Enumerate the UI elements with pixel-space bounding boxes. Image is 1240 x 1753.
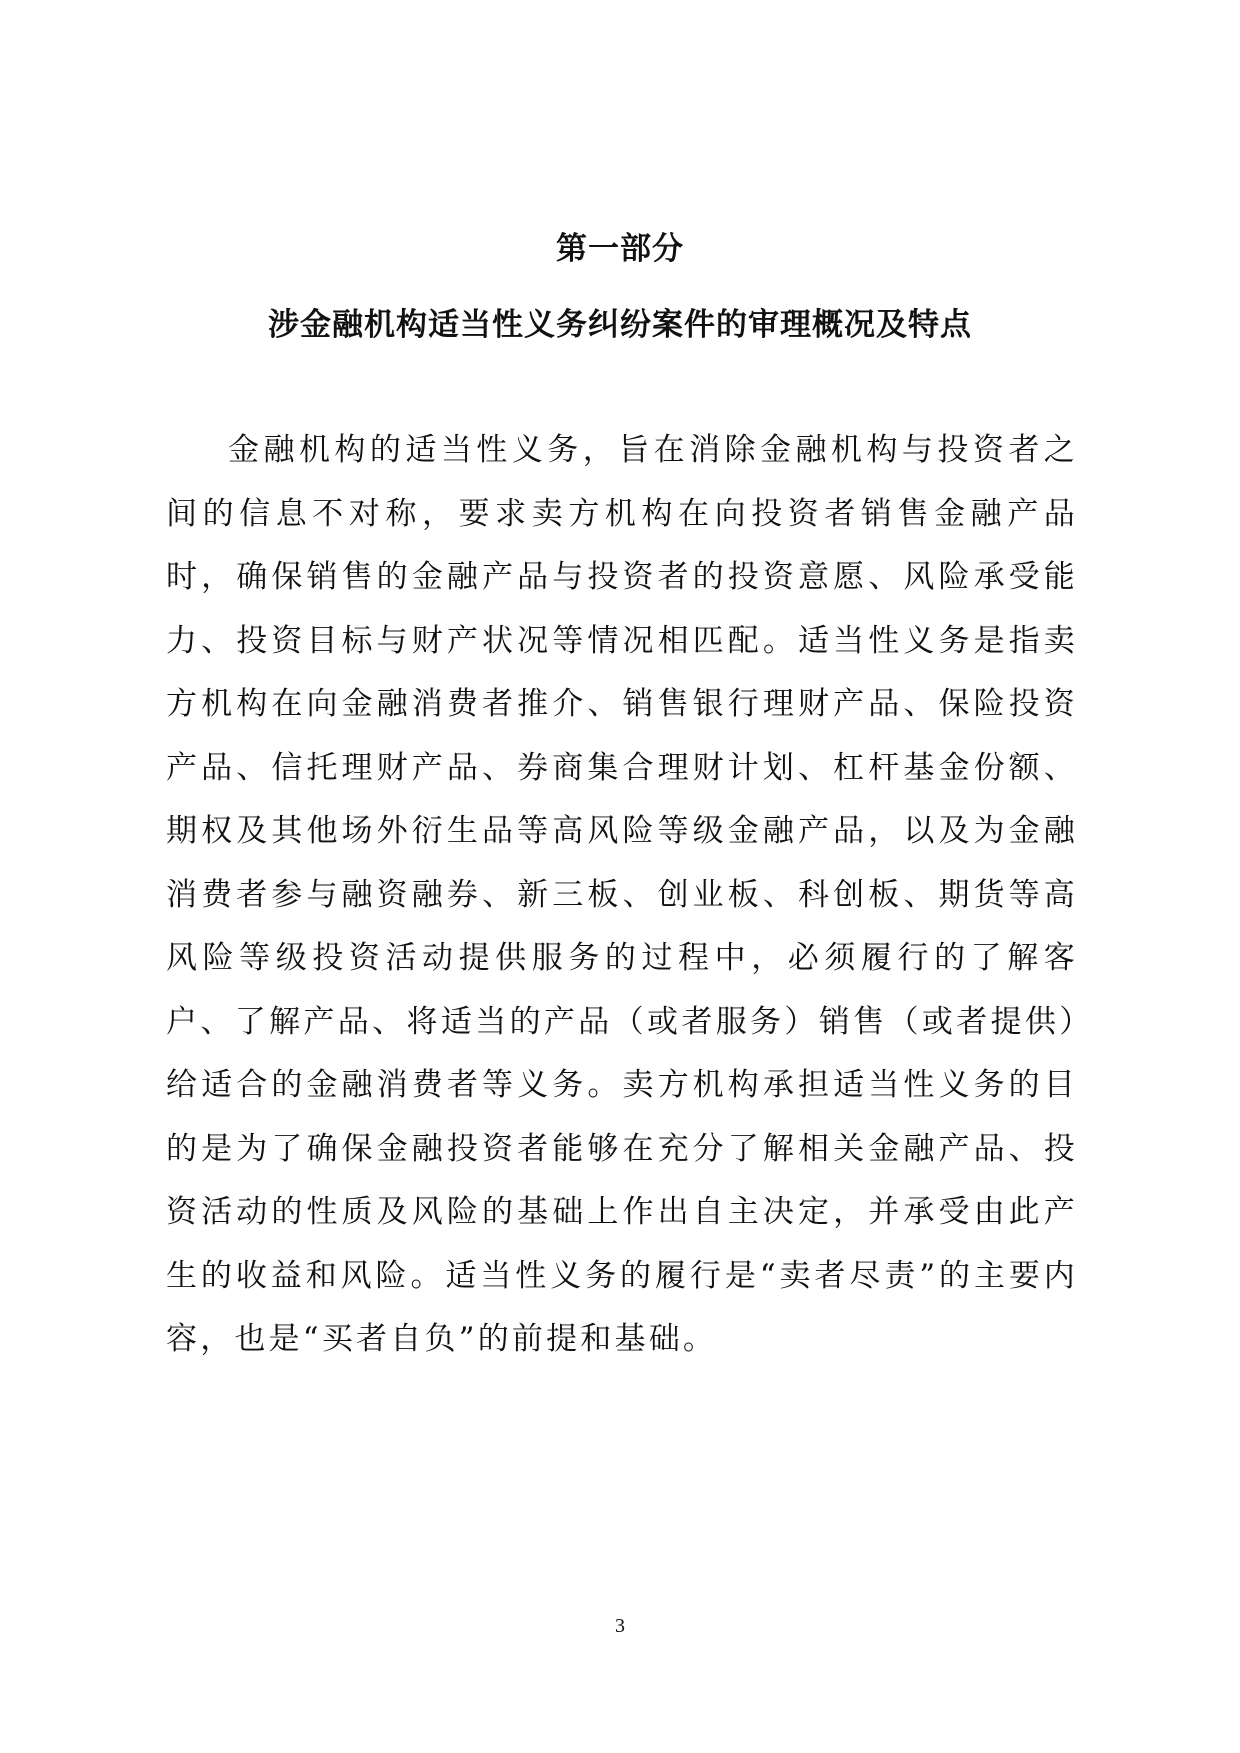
page-number: 3 bbox=[615, 1615, 625, 1637]
heading-block bbox=[0, 228, 1240, 346]
body-paragraph: 金融机构的适当性义务，旨在消除金融机构与投资者之间的信息不对称，要求卖方机构在向投资者销售金融产品时，确保销售的金融产品与投资者的投资意愿、风险承受能力、投资目标与财产状况等情况相匹配。适当性义务是指卖方机构在向金融消费者推介、销售银行理财产品、保险投资产品、信托理财产品、券商集合理财计划、杠杆基金份额、期权及其他场外衍生品等高风险等级金融产品，以及为金融消费者参与融资融券、新三板、创业板、科创板、期货等高风险等级投资活动提供服务的过程中，必须履行的了解客户、了解产品、将适当的产品（或者服务）销售（或者提供）给适合的金融消费者等义务。卖方机构承担适当性义务的目的是为了确保金融投资者能够在充分了解相关金融产品、投资活动的性质及风险的基础上作出自主决定，并承受由此产生的收益和风险。适当性义务的履行是“卖者尽责”的主要内容，也是“买者自负”的前提和基础。 bbox=[166, 432, 1078, 1357]
section-title: 涉金融机构适当性义务纠纷案件的审理概况及特点 bbox=[268, 307, 972, 343]
part-title: 第一部分 bbox=[556, 231, 684, 267]
